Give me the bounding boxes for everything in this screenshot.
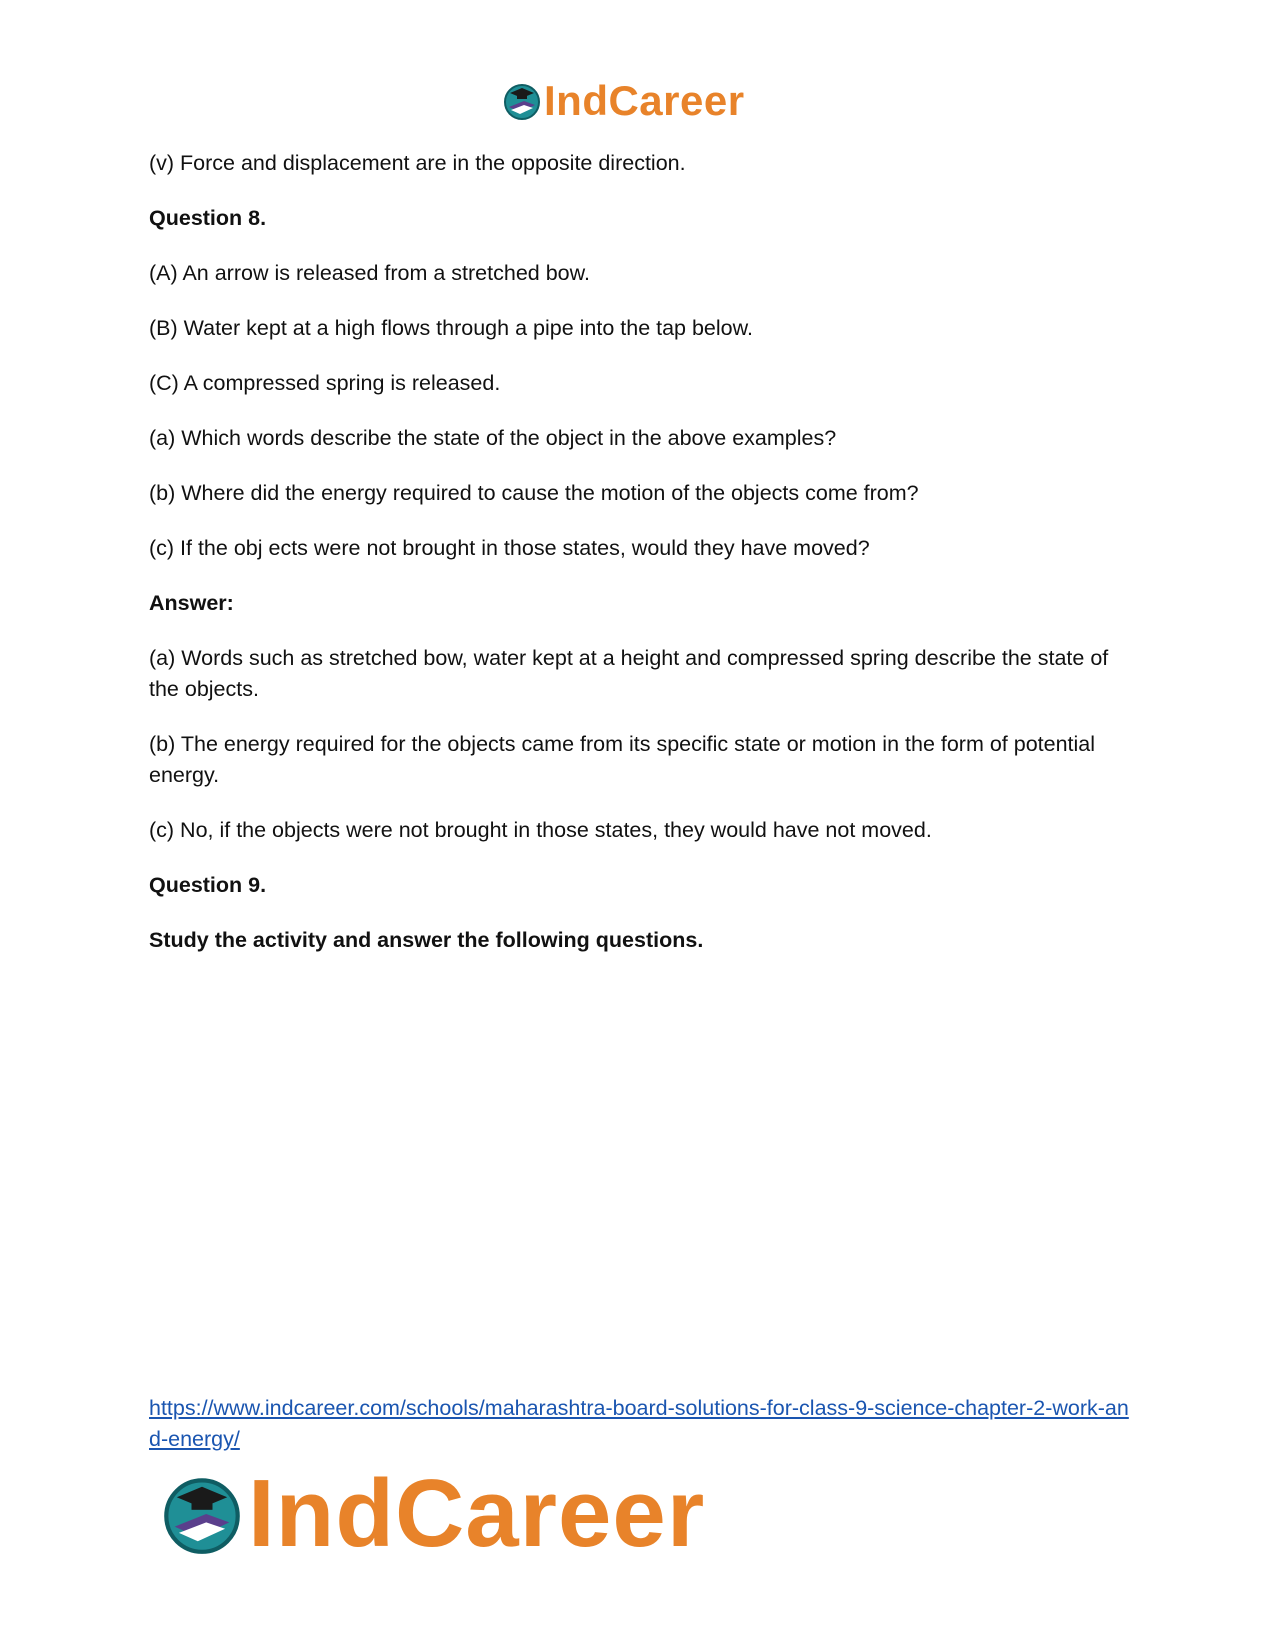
brand-wordmark: IndCareer bbox=[248, 1460, 706, 1567]
section-heading: Answer: bbox=[149, 591, 234, 615]
paragraph: (c) If the obj ects were not brought in those states, would they have moved? bbox=[149, 536, 870, 560]
paragraph: (b) Where did the energy required to cause the motion of the objects come from? bbox=[149, 481, 919, 505]
graduation-globe-icon bbox=[502, 81, 542, 121]
paragraph: (b) The energy required for the objects came from its specific state or motion in the form of potential energy. bbox=[149, 732, 1096, 787]
paragraph: (a) Words such as stretched bow, water kept at a height and compressed spring describe the state of the objects. bbox=[149, 646, 1109, 701]
section-heading: Question 8. bbox=[149, 206, 267, 230]
source-link[interactable]: https://www.indcareer.com/schools/maharashtra-board-solutions-for-class-9-science-chapter-2-work-and-energy/ bbox=[149, 1396, 1129, 1451]
footer-logo bbox=[160, 1460, 706, 1567]
paragraph: (B) Water kept at a high flows through a pipe into the tap below. bbox=[149, 316, 753, 340]
section-heading: Question 9. bbox=[149, 873, 267, 897]
graduation-globe-icon bbox=[160, 1472, 244, 1556]
section-heading: Study the activity and answer the following questions. bbox=[149, 928, 704, 952]
paragraph: (v) Force and displacement are in the opposite direction. bbox=[149, 151, 686, 175]
paragraph: (a) Which words describe the state of the object in the above examples? bbox=[149, 426, 837, 450]
document-body bbox=[149, 148, 1109, 980]
header-logo bbox=[502, 77, 745, 124]
paragraph: (c) No, if the objects were not brought in those states, they would have not moved. bbox=[149, 818, 932, 842]
paragraph: (C) A compressed spring is released. bbox=[149, 371, 501, 395]
paragraph: (A) An arrow is released from a stretched bow. bbox=[149, 261, 590, 285]
brand-wordmark: IndCareer bbox=[544, 77, 745, 124]
